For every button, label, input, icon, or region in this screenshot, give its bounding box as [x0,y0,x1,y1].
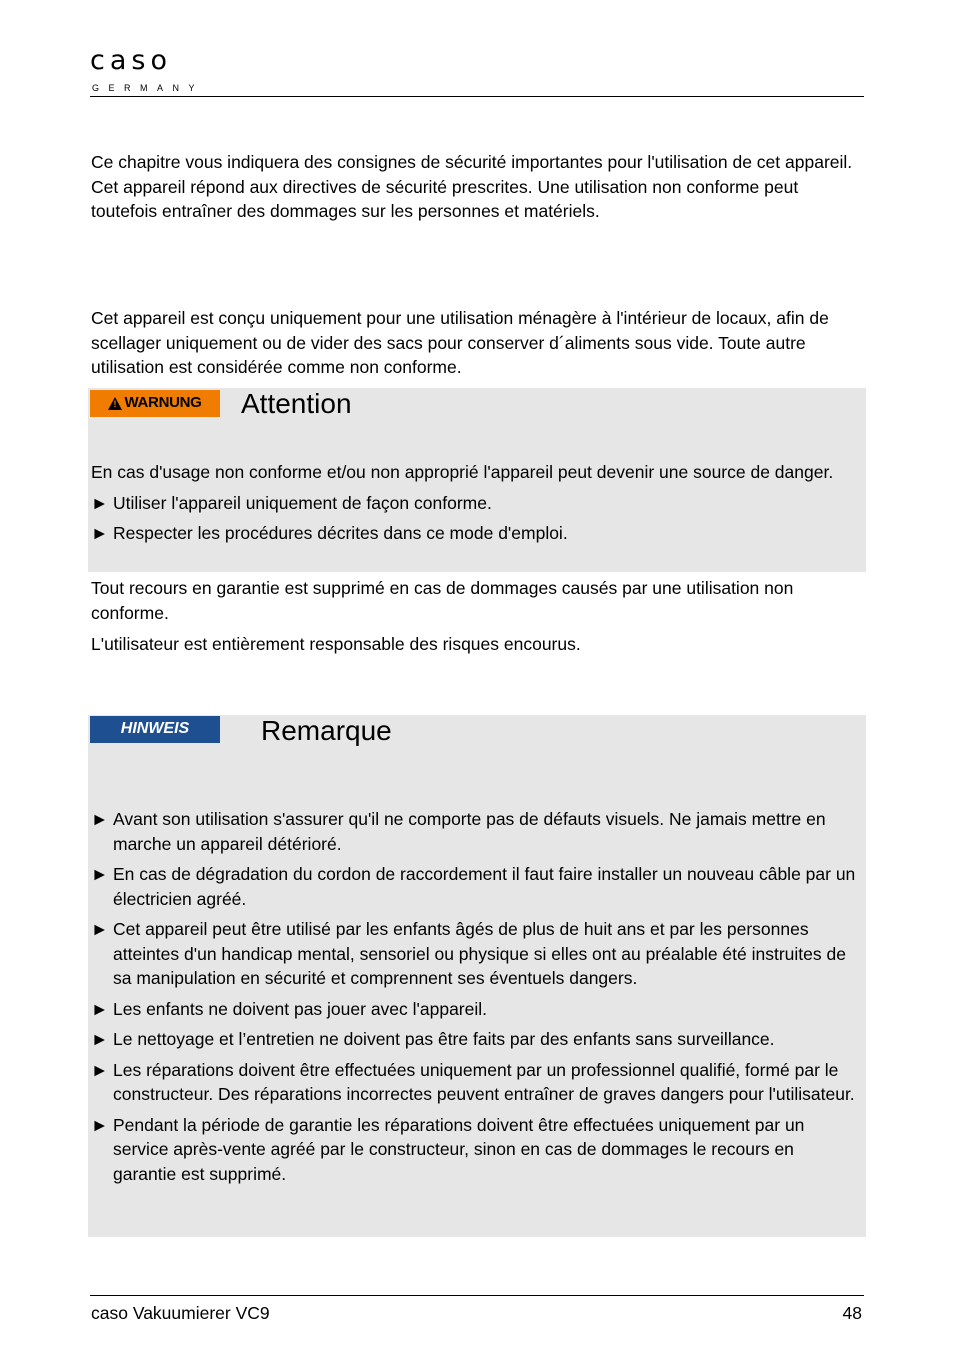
bullet-arrow-icon: ► [91,492,109,513]
bullet-text: En cas de dégradation du cordon de raccordement il faut faire installer un nouveau câble par un électricien agréé. [113,864,856,909]
bullet-arrow-icon: ► [91,1059,109,1080]
warning-box [88,388,866,572]
warning-body [91,460,861,546]
bullet-text: Les réparations doivent être effectuées uniquement par un professionnel qualifié, formé par le constructeur. Des réparations incorrectes peuvent entraîner de graves dangers pour l'utilisateur. [113,1059,855,1104]
responsibility-text: L'utilisateur est entièrement responsable des risques encourus. [91,634,581,654]
warning-title: Attention [241,388,352,419]
bullet-arrow-icon: ► [91,1114,109,1135]
logo-subtitle: GERMANY [92,83,205,93]
list-item [91,521,861,546]
logo-wordmark: caso [90,45,172,76]
footer-rule [90,1295,864,1296]
warranty-text: Tout recours en garantie est supprimé en cas de dommages causés par une utilisation non conforme. [91,578,794,623]
intro-line-2: Cet appareil répond aux directives de sécurité prescrites. Une utilisation non conforme peut toutefois entraîner des dommages sur les personnes et matériels. [91,176,799,221]
warning-badge [90,390,220,417]
note-title: Remarque [261,715,392,746]
list-item [91,1027,861,1052]
list-item [91,1113,861,1187]
intro-paragraph [91,150,861,224]
list-item [91,1058,861,1107]
list-item [91,917,861,991]
footer-product-name: caso Vakuumierer VC9 [91,1303,270,1323]
bullet-arrow-icon: ► [91,1029,109,1049]
list-item [91,807,861,856]
warning-badge-label: WARNUNG [124,394,202,412]
caso-logo [76,32,208,106]
bullet-text: Utiliser l'appareil uniquement de façon conforme. [113,492,492,513]
bullet-text: Respecter les procédures décrites dans ce mode d'emploi. [113,523,568,543]
bullet-text: Cet appareil peut être utilisé par les enfants âgés de plus de huit ans et par les personnes atteintes d'un handicap mental, sensoriel ou physique si elles ont au préalable été instruites de sa manipulation en sécurité et comprennent ses éventuels dangers. [113,919,846,988]
bullet-arrow-icon: ► [91,523,109,543]
list-item [91,491,861,516]
page-number: 48 [842,1303,862,1323]
intro-line-1: Ce chapitre vous indiquera des consignes de sécurité importantes pour l'utilisation de cet appareil. [91,152,853,172]
hinweis-badge: HINWEIS [90,716,220,743]
usage-paragraph: Cet appareil est conçu uniquement pour une utilisation ménagère à l'intérieur de locaux, afin de scellager uniquement ou de vider des sacs pour conserver d´aliments sous vide. Toute autre utilisation est considérée comme non conforme. [91,308,829,377]
note-box [88,715,866,1237]
bullet-arrow-icon: ► [91,809,109,829]
warning-triangle-icon: ! [108,397,122,410]
bullet-arrow-icon: ► [91,919,109,939]
bullet-text: Les enfants ne doivent pas jouer avec l'appareil. [113,998,488,1019]
note-list [91,807,861,1186]
warranty-paragraphs [91,576,861,657]
bullet-arrow-icon: ► [91,864,109,884]
list-item [91,997,861,1022]
list-item [91,862,861,911]
bullet-text: Le nettoyage et l’entretien ne doivent pas être faits par des enfants sans surveillance. [113,1029,775,1049]
bullet-text: Avant son utilisation s'assurer qu'il ne comporte pas de défauts visuels. Ne jamais mettre en marche un appareil détérioré. [113,809,826,854]
bullet-arrow-icon: ► [91,998,109,1019]
header-rule [90,96,864,97]
warning-text: En cas d'usage non conforme et/ou non approprié l'appareil peut devenir une source de danger. [91,462,834,482]
bullet-text: Pendant la période de garantie les réparations doivent être effectuées uniquement par un service après-vente agréé par le constructeur, sinon en cas de dommages le recours en garantie est supprimé. [113,1114,805,1184]
